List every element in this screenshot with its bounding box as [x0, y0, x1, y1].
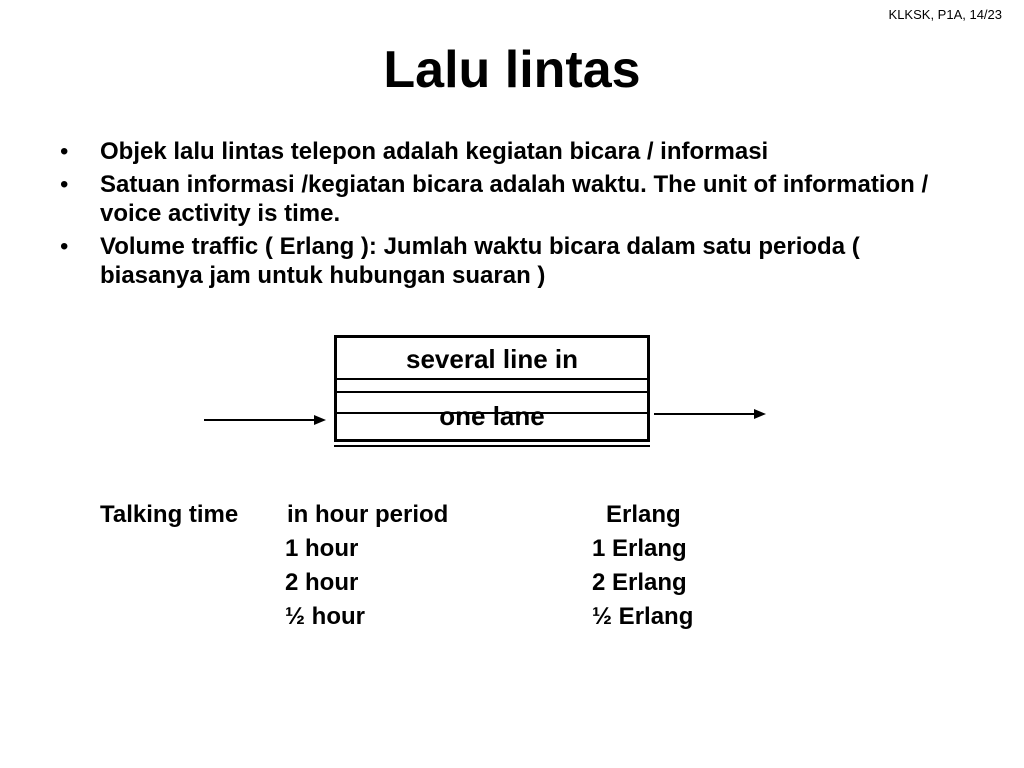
bullet-marker: •: [60, 171, 69, 198]
erlang-cell: 2 Erlang: [592, 569, 687, 596]
bullet-marker: •: [60, 233, 69, 260]
arrow-right-icon: [204, 413, 326, 427]
bullet-text: Volume traffic ( Erlang ): Jumlah waktu bicara dalam satu perioda ( biasanya jam untuk hubungan suaran ): [100, 233, 860, 289]
lane-bottom-label: one lane: [439, 401, 545, 431]
lane-bottom-line: [334, 445, 650, 447]
arrow-right-icon: [654, 407, 766, 421]
lane-diagram: [200, 330, 780, 460]
lane-divider: [337, 391, 647, 393]
slide-number-label: KLKSK, P1A, 14/23: [888, 7, 1002, 22]
period-cell: 2 hour: [285, 569, 359, 596]
header-erlang: Erlang: [606, 501, 681, 528]
bullet-list: [58, 137, 958, 294]
header-period: in hour period: [287, 501, 449, 528]
bullet-marker: •: [60, 138, 69, 165]
bullet-item: [58, 232, 958, 290]
period-cell: ½ hour: [285, 603, 366, 630]
bullet-text: Objek lalu lintas telepon adalah kegiatan bicara / informasi: [100, 138, 769, 165]
lane-top-label: several line in: [406, 344, 578, 374]
erlang-cell: ½ Erlang: [592, 603, 694, 630]
bullet-text: Satuan informasi /kegiatan bicara adalah waktu. The unit of information / voice activity is time.: [100, 171, 929, 227]
bullet-item: [58, 137, 958, 166]
period-cell: 1 hour: [285, 535, 359, 562]
erlang-cell: 1 Erlang: [592, 535, 687, 562]
lane-divider: [337, 378, 647, 380]
page-title: Lalu lintas: [383, 41, 641, 99]
bullet-item: [58, 170, 958, 228]
header-talking-time: Talking time: [100, 501, 239, 528]
